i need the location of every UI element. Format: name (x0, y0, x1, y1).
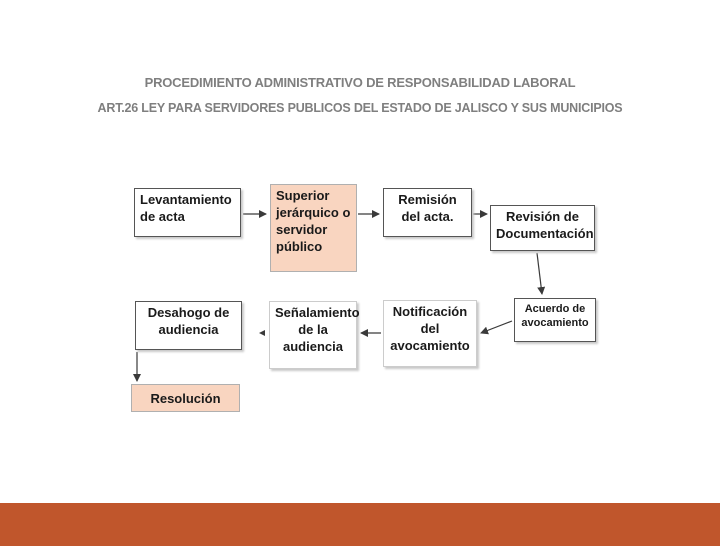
step-revision-de-documentacion: Revisión de Documentación (490, 205, 595, 251)
step-levantamiento-de-acta: Levantamiento de acta (134, 188, 241, 237)
step-resolucion: Resolución (131, 384, 240, 412)
step-notificacion-del-avocamiento: Notificación del avocamiento (383, 300, 477, 367)
arrow-senalamiento-to-desahogo (259, 330, 265, 336)
footer-bar (0, 497, 720, 546)
step-desahogo-de-audiencia: Desahogo de audiencia (135, 301, 242, 350)
step-superior-jerarquico: Superior jerárquico o servidor público (270, 184, 357, 272)
arrow-acuerdo-to-notificacion (481, 321, 512, 333)
diagram-title: PROCEDIMIENTO ADMINISTRATIVO DE RESPONSABILIDAD LABORAL (144, 75, 576, 90)
diagram-subtitle: ART.26 LEY PARA SERVIDORES PUBLICOS DEL ESTADO DE JALISCO Y SUS MUNICIPIOS (97, 101, 623, 115)
arrow-revision-to-acuerdo (537, 253, 542, 294)
step-senalamiento-de-la-audiencia: Señalamiento de la audiencia (269, 301, 357, 369)
step-remision-del-acta: Remisión del acta. (383, 188, 472, 237)
step-acuerdo-de-avocamiento: Acuerdo de avocamiento (514, 298, 596, 342)
